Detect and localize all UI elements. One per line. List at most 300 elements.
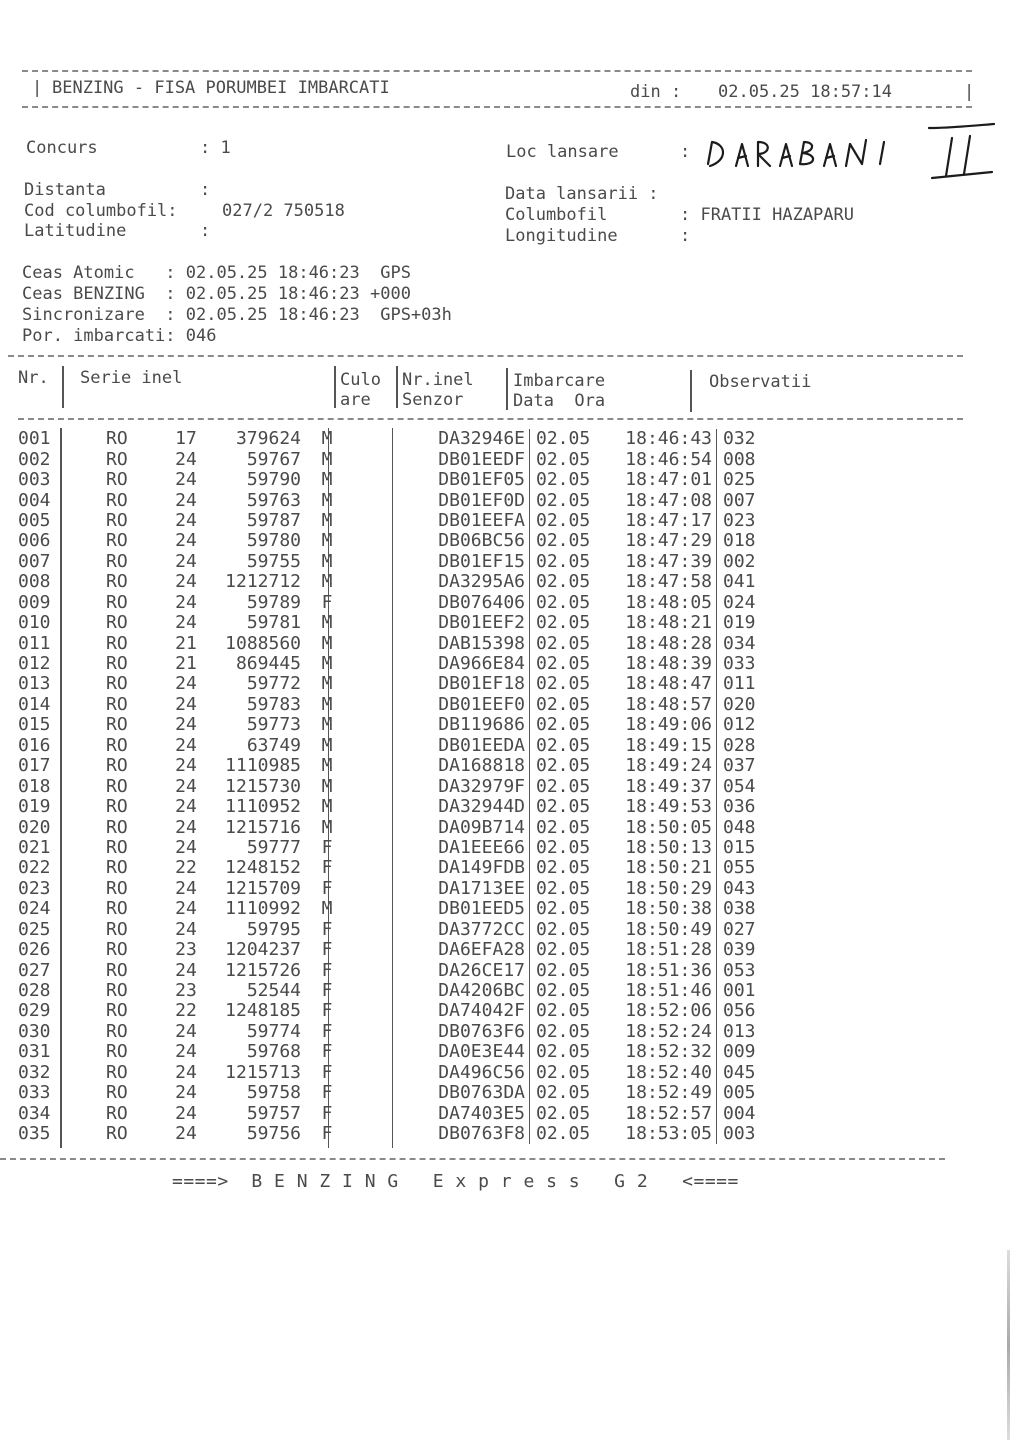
row-numar: 59767	[246, 448, 301, 470]
row-data: 02.05	[536, 918, 591, 940]
columbofil-value: : FRATII HAZAPARU	[680, 205, 854, 225]
row-culoare	[353, 797, 413, 817]
loc-lansare-colon: :	[680, 142, 691, 162]
row-an: 24	[175, 796, 197, 818]
row-data: 02.05	[536, 714, 591, 736]
row-data: 02.05	[536, 1020, 591, 1042]
row-observatii: 037	[723, 755, 756, 777]
row-an: 24	[175, 1041, 197, 1063]
page-title: BENZING - FISA PORUMBEI IMBARCATI	[52, 78, 390, 98]
row-numar: 1248152	[225, 857, 301, 879]
row-an: 24	[175, 877, 197, 899]
row-ora: 18:49:37	[616, 776, 717, 796]
row-serie: RO	[106, 918, 128, 940]
row-senzor: DA6EFA28	[413, 940, 530, 960]
row-an: 24	[175, 898, 197, 920]
row-data: 02.05	[536, 959, 591, 981]
row-serie: RO	[106, 530, 128, 552]
row-culoare	[353, 1022, 413, 1042]
row-an: 24	[175, 530, 197, 552]
row-senzor: DA149FDB	[413, 858, 530, 878]
table-row	[0, 429, 783, 449]
row-serie: RO	[106, 775, 128, 797]
row-nr: 026	[18, 939, 51, 961]
row-culoare	[353, 552, 413, 572]
table-row	[0, 1001, 783, 1021]
row-data: 02.05	[536, 530, 591, 552]
row-sex: M	[321, 489, 333, 511]
row-observatii: 048	[723, 816, 756, 838]
row-observatii: 005	[723, 1082, 756, 1104]
row-numar: 59789	[246, 591, 301, 613]
row-an: 24	[175, 1082, 197, 1104]
row-data: 02.05	[536, 1123, 591, 1145]
table-row	[0, 552, 783, 572]
row-sex: M	[321, 530, 333, 552]
row-numar: 59772	[246, 673, 301, 695]
imbarcare-table	[0, 429, 783, 1144]
table-row	[0, 1042, 783, 1062]
row-data: 02.05	[536, 877, 591, 899]
din-label: din :	[630, 82, 682, 102]
row-sex: M	[321, 653, 333, 675]
table-row	[0, 879, 783, 899]
row-nr: 006	[18, 530, 51, 552]
row-nr: 009	[18, 591, 51, 613]
table-row	[0, 1022, 783, 1042]
row-nr: 022	[18, 857, 51, 879]
row-nr: 017	[18, 755, 51, 777]
row-culoare	[353, 633, 413, 653]
row-serie: RO	[106, 612, 128, 634]
row-data: 02.05	[536, 428, 591, 450]
row-senzor: DB076406	[413, 593, 530, 613]
row-an: 24	[175, 714, 197, 736]
columns-top-rule	[8, 355, 963, 357]
row-senzor: DB01EEDF	[413, 449, 530, 469]
row-sex: F	[321, 1000, 333, 1022]
row-nr: 035	[18, 1123, 51, 1145]
row-sex: M	[321, 714, 333, 736]
row-nr: 031	[18, 1041, 51, 1063]
row-senzor: DA32979F	[413, 776, 530, 796]
ceas-atomic-line: Ceas Atomic : 02.05.25 18:46:23 GPS	[22, 263, 411, 283]
row-numar: 59781	[246, 612, 301, 634]
row-sex: M	[321, 632, 333, 654]
row-senzor: DA4206BC	[413, 981, 530, 1001]
row-nr: 007	[18, 550, 51, 572]
row-sex: M	[321, 755, 333, 777]
row-data: 02.05	[536, 469, 591, 491]
row-an: 24	[175, 1061, 197, 1083]
row-serie: RO	[106, 428, 128, 450]
table-row	[0, 1103, 783, 1123]
row-an: 22	[175, 1000, 197, 1022]
row-serie: RO	[106, 693, 128, 715]
din-value: 02.05.25 18:57:14	[718, 82, 892, 102]
row-serie: RO	[106, 939, 128, 961]
row-an: 21	[175, 653, 197, 675]
distanta-value: :	[200, 180, 211, 200]
row-ora: 18:48:47	[616, 674, 717, 694]
row-sex: F	[321, 959, 333, 981]
handwriting-image	[700, 120, 1000, 180]
row-numar: 869445	[235, 653, 301, 675]
row-observatii: 001	[723, 980, 756, 1002]
row-sex: M	[321, 816, 333, 838]
latitudine-value: :	[200, 221, 211, 241]
row-observatii: 002	[723, 550, 756, 572]
cod-columbofil-label: Cod columbofil:	[24, 201, 178, 221]
table-row	[0, 817, 783, 837]
col-divider	[396, 366, 398, 408]
col-divider	[62, 366, 64, 408]
row-serie: RO	[106, 571, 128, 593]
row-sex: F	[321, 1123, 333, 1145]
row-serie: RO	[106, 550, 128, 572]
row-numar: 59790	[246, 469, 301, 491]
row-senzor: DB01EEFA	[413, 511, 530, 531]
table-row	[0, 1124, 783, 1144]
row-numar: 1110992	[225, 898, 301, 920]
row-an: 24	[175, 1020, 197, 1042]
table-row	[0, 695, 783, 715]
row-culoare	[353, 613, 413, 633]
row-numar: 59763	[246, 489, 301, 511]
row-ora: 18:47:29	[616, 531, 717, 551]
row-culoare	[353, 1042, 413, 1062]
row-an: 24	[175, 755, 197, 777]
row-sex: M	[321, 673, 333, 695]
row-serie: RO	[106, 653, 128, 675]
row-sex: M	[321, 428, 333, 450]
row-sex: F	[321, 1041, 333, 1063]
row-sex: M	[321, 898, 333, 920]
col-imbarcare-2: Data Ora	[513, 391, 606, 411]
row-nr: 018	[18, 775, 51, 797]
row-observatii: 008	[723, 448, 756, 470]
row-culoare	[353, 858, 413, 878]
sincronizare-line: Sincronizare : 02.05.25 18:46:23 GPS+03h	[22, 305, 452, 325]
row-serie: RO	[106, 877, 128, 899]
row-data: 02.05	[536, 653, 591, 675]
row-sex: M	[321, 469, 333, 491]
row-nr: 019	[18, 796, 51, 818]
row-numar: 1215730	[225, 775, 301, 797]
row-an: 24	[175, 550, 197, 572]
row-an: 21	[175, 632, 197, 654]
row-observatii: 027	[723, 918, 756, 940]
row-ora: 18:48:57	[616, 695, 717, 715]
row-sex: F	[321, 939, 333, 961]
row-ora: 18:52:32	[616, 1042, 717, 1062]
row-numar: 1110952	[225, 796, 301, 818]
row-ora: 18:48:28	[616, 633, 717, 653]
top-dashed-rule	[22, 70, 972, 72]
row-serie: RO	[106, 1020, 128, 1042]
handwritten-release-location	[700, 120, 1000, 180]
row-observatii: 032	[723, 428, 756, 450]
row-ora: 18:50:05	[616, 817, 717, 837]
row-serie: RO	[106, 1041, 128, 1063]
row-ora: 18:49:53	[616, 797, 717, 817]
row-senzor: DB01EEF0	[413, 695, 530, 715]
row-numar: 59757	[246, 1102, 301, 1124]
row-data: 02.05	[536, 448, 591, 470]
row-culoare	[353, 429, 413, 449]
row-observatii: 013	[723, 1020, 756, 1042]
row-observatii: 025	[723, 469, 756, 491]
concurs-value: : 1	[200, 138, 231, 158]
row-sex: F	[321, 857, 333, 879]
row-ora: 18:49:15	[616, 736, 717, 756]
row-observatii: 056	[723, 1000, 756, 1022]
cod-columbofil-value: 027/2 750518	[222, 201, 345, 221]
row-nr: 020	[18, 816, 51, 838]
row-data: 02.05	[536, 1061, 591, 1083]
row-data: 02.05	[536, 591, 591, 613]
row-senzor: DA0E3E44	[413, 1042, 530, 1062]
col-nr: Nr.	[18, 368, 49, 388]
row-observatii: 045	[723, 1061, 756, 1083]
row-culoare	[353, 1124, 413, 1144]
row-ora: 18:47:08	[616, 490, 717, 510]
row-an: 24	[175, 959, 197, 981]
row-serie: RO	[106, 591, 128, 613]
row-ora: 18:50:21	[616, 858, 717, 878]
row-senzor: DA496C56	[413, 1063, 530, 1083]
row-nr: 034	[18, 1102, 51, 1124]
row-observatii: 041	[723, 571, 756, 593]
row-observatii: 038	[723, 898, 756, 920]
row-nr: 015	[18, 714, 51, 736]
row-ora: 18:53:05	[616, 1124, 717, 1144]
row-numar: 1204237	[225, 939, 301, 961]
table-row	[0, 960, 783, 980]
row-culoare	[353, 695, 413, 715]
row-observatii: 004	[723, 1102, 756, 1124]
row-numar: 63749	[246, 734, 301, 756]
columbofil-label: Columbofil	[505, 205, 608, 225]
row-senzor: DA26CE17	[413, 960, 530, 980]
row-an: 24	[175, 734, 197, 756]
row-senzor: DB01EF0D	[413, 490, 530, 510]
row-an: 24	[175, 571, 197, 593]
table-row	[0, 674, 783, 694]
row-culoare	[353, 511, 413, 531]
row-culoare	[353, 449, 413, 469]
row-observatii: 055	[723, 857, 756, 879]
concurs-label: Concurs	[26, 138, 98, 158]
row-culoare	[353, 531, 413, 551]
row-data: 02.05	[536, 509, 591, 531]
row-data: 02.05	[536, 612, 591, 634]
row-data: 02.05	[536, 1082, 591, 1104]
table-row	[0, 1083, 783, 1103]
table-row	[0, 531, 783, 551]
row-numar: 1248185	[225, 1000, 301, 1022]
row-serie: RO	[106, 734, 128, 756]
row-ora: 18:47:01	[616, 470, 717, 490]
row-serie: RO	[106, 816, 128, 838]
row-senzor: DB01EEF2	[413, 613, 530, 633]
row-serie: RO	[106, 1123, 128, 1145]
row-nr: 010	[18, 612, 51, 634]
row-sex: M	[321, 509, 333, 531]
row-senzor: DA74042F	[413, 1001, 530, 1021]
row-data: 02.05	[536, 550, 591, 572]
header-bottom-rule	[22, 106, 972, 108]
row-an: 24	[175, 775, 197, 797]
row-data: 02.05	[536, 836, 591, 858]
row-serie: RO	[106, 857, 128, 879]
row-data: 02.05	[536, 775, 591, 797]
row-data: 02.05	[536, 898, 591, 920]
row-senzor: DB06BC56	[413, 531, 530, 551]
row-nr: 033	[18, 1082, 51, 1104]
row-culoare	[353, 838, 413, 858]
row-ora: 18:46:54	[616, 449, 717, 469]
row-sex: F	[321, 1082, 333, 1104]
col-divider	[506, 368, 508, 410]
row-culoare	[353, 1103, 413, 1123]
row-observatii: 023	[723, 509, 756, 531]
row-serie: RO	[106, 1000, 128, 1022]
table-row	[0, 490, 783, 510]
row-nr: 021	[18, 836, 51, 858]
row-numar: 379624	[235, 428, 301, 450]
row-ora: 18:48:05	[616, 593, 717, 613]
row-numar: 52544	[246, 980, 301, 1002]
row-culoare	[353, 1001, 413, 1021]
row-sex: M	[321, 693, 333, 715]
row-ora: 18:51:36	[616, 960, 717, 980]
row-nr: 024	[18, 898, 51, 920]
row-observatii: 019	[723, 612, 756, 634]
row-culoare	[353, 470, 413, 490]
row-ora: 18:50:38	[616, 899, 717, 919]
row-data: 02.05	[536, 693, 591, 715]
row-observatii: 012	[723, 714, 756, 736]
row-culoare	[353, 756, 413, 776]
row-observatii: 007	[723, 489, 756, 511]
row-sex: F	[321, 591, 333, 613]
row-data: 02.05	[536, 755, 591, 777]
ceas-benzing-line: Ceas BENZING : 02.05.25 18:46:23 +000	[22, 284, 411, 304]
row-numar: 1088560	[225, 632, 301, 654]
row-serie: RO	[106, 469, 128, 491]
row-numar: 59756	[246, 1123, 301, 1145]
row-observatii: 053	[723, 959, 756, 981]
row-sex: M	[321, 734, 333, 756]
footer-rule	[0, 1158, 945, 1160]
table-row	[0, 776, 783, 796]
row-culoare	[353, 572, 413, 592]
row-serie: RO	[106, 1102, 128, 1124]
row-sex: M	[321, 612, 333, 634]
row-data: 02.05	[536, 1000, 591, 1022]
col-culoare-2: are	[340, 390, 371, 410]
row-ora: 18:50:13	[616, 838, 717, 858]
table-row	[0, 1063, 783, 1083]
row-culoare	[353, 593, 413, 613]
row-an: 22	[175, 857, 197, 879]
row-senzor: DB01EF05	[413, 470, 530, 490]
row-numar: 1110985	[225, 755, 301, 777]
row-observatii: 015	[723, 836, 756, 858]
table-row	[0, 633, 783, 653]
table-row	[0, 715, 783, 735]
table-row	[0, 940, 783, 960]
row-nr: 011	[18, 632, 51, 654]
row-numar: 1215713	[225, 1061, 301, 1083]
row-nr: 023	[18, 877, 51, 899]
row-nr: 004	[18, 489, 51, 511]
row-senzor: DA7403E5	[413, 1103, 530, 1123]
header-left-bar: |	[32, 78, 43, 98]
row-sex: F	[321, 918, 333, 940]
row-nr: 014	[18, 693, 51, 715]
footer-banner: ====> B E N Z I N G E x p r e s s G 2 <====	[172, 1171, 739, 1192]
row-nr: 005	[18, 509, 51, 531]
row-serie: RO	[106, 673, 128, 695]
row-numar: 59787	[246, 509, 301, 531]
row-data: 02.05	[536, 1102, 591, 1124]
longitudine-value: :	[680, 226, 691, 246]
row-serie: RO	[106, 980, 128, 1002]
row-nr: 025	[18, 918, 51, 940]
row-culoare	[353, 776, 413, 796]
row-data: 02.05	[536, 980, 591, 1002]
row-nr: 028	[18, 980, 51, 1002]
row-ora: 18:47:58	[616, 572, 717, 592]
row-data: 02.05	[536, 1041, 591, 1063]
row-serie: RO	[106, 448, 128, 470]
table-row	[0, 736, 783, 756]
row-senzor: DA966E84	[413, 654, 530, 674]
row-sex: F	[321, 877, 333, 899]
row-culoare	[353, 879, 413, 899]
row-observatii: 043	[723, 877, 756, 899]
col-imbarcare-1: Imbarcare	[513, 371, 606, 391]
row-serie: RO	[106, 959, 128, 981]
row-data: 02.05	[536, 734, 591, 756]
row-observatii: 024	[723, 591, 756, 613]
row-senzor: DB119686	[413, 715, 530, 735]
row-data: 02.05	[536, 857, 591, 879]
row-senzor: DB01EED5	[413, 899, 530, 919]
row-ora: 18:46:43	[616, 429, 717, 449]
row-senzor: DB0763F8	[413, 1124, 530, 1144]
loc-lansare-label: Loc lansare	[506, 142, 619, 162]
row-ora: 18:48:39	[616, 654, 717, 674]
row-an: 24	[175, 693, 197, 715]
table-row	[0, 572, 783, 592]
row-ora: 18:52:57	[616, 1103, 717, 1123]
row-sex: F	[321, 836, 333, 858]
col-divider	[690, 370, 692, 412]
data-lansarii-label: Data lansarii :	[505, 184, 659, 204]
row-sex: M	[321, 796, 333, 818]
row-sex: F	[321, 980, 333, 1002]
row-serie: RO	[106, 1061, 128, 1083]
row-ora: 18:52:49	[616, 1083, 717, 1103]
row-serie: RO	[106, 836, 128, 858]
row-numar: 1212712	[225, 571, 301, 593]
row-nr: 027	[18, 959, 51, 981]
row-nr: 029	[18, 1000, 51, 1022]
row-sex: M	[321, 775, 333, 797]
